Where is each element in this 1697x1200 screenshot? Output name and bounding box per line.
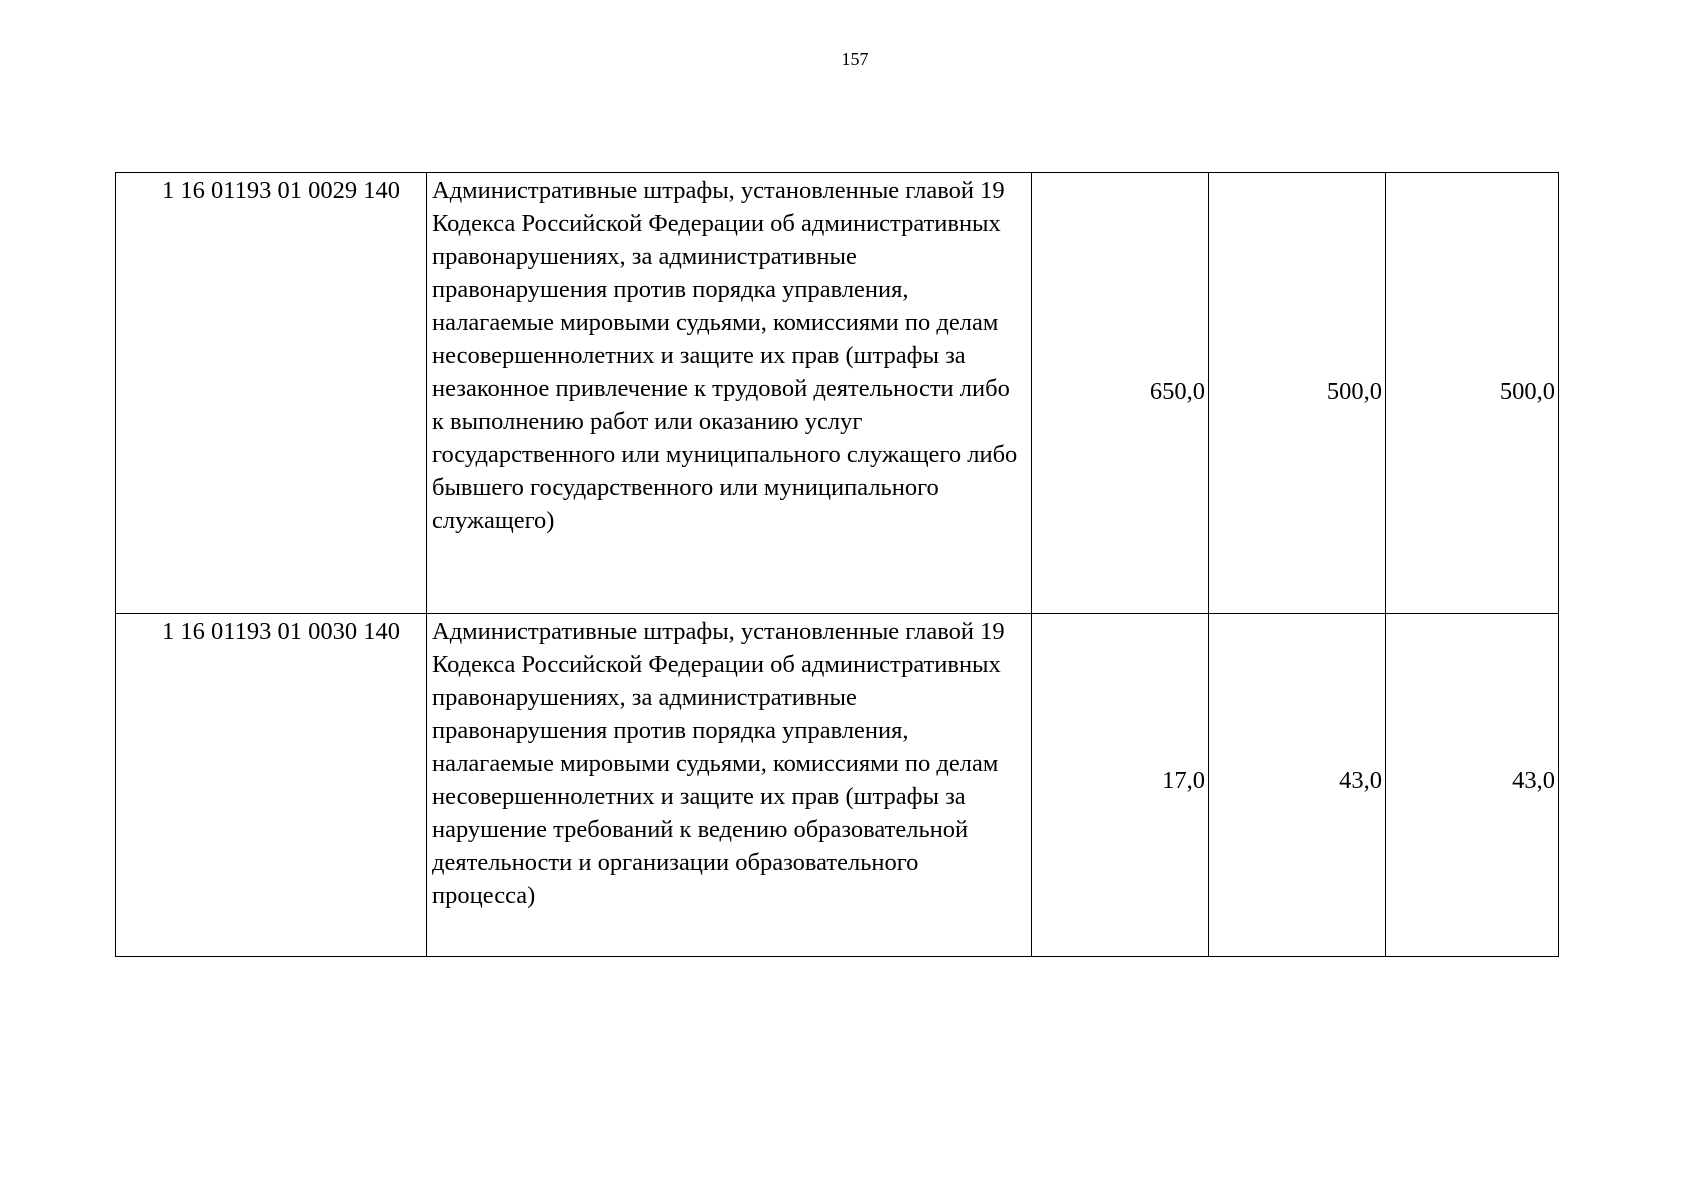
table-row [116, 614, 1559, 957]
value-cell-2: 500,0 [1209, 173, 1386, 614]
value-cell-1: 650,0 [1032, 173, 1209, 614]
description-cell: Административные штрафы, установленные главой 19 Кодекса Российской Федерации об административных правонарушениях, за административные правонарушения против порядка управления, налагаемые мировыми судьями, комиссиями по делам несовершеннолетних и защите их прав (штрафы за нарушение требований к ведению образовательной деятельности и организации образовательного процесса) [427, 614, 1032, 957]
table-row [116, 173, 1559, 614]
value-cell-3: 43,0 [1386, 614, 1559, 957]
budget-code-cell: 1 16 01193 01 0029 140 [116, 173, 427, 614]
description-cell: Административные штрафы, установленные главой 19 Кодекса Российской Федерации об административных правонарушениях, за административные правонарушения против порядка управления, налагаемые мировыми судьями, комиссиями по делам несовершеннолетних и защите их прав (штрафы за незаконное привлечение к трудовой деятельности либо к выполнению работ или оказанию услуг государственного или муниципального служащего либо бывшего государственного или муниципального служащего) [427, 173, 1032, 614]
budget-table [115, 172, 1559, 957]
value-cell-2: 43,0 [1209, 614, 1386, 957]
page-number: 157 [841, 49, 869, 69]
value-cell-3: 500,0 [1386, 173, 1559, 614]
budget-code-cell: 1 16 01193 01 0030 140 [116, 614, 427, 957]
value-cell-1: 17,0 [1032, 614, 1209, 957]
